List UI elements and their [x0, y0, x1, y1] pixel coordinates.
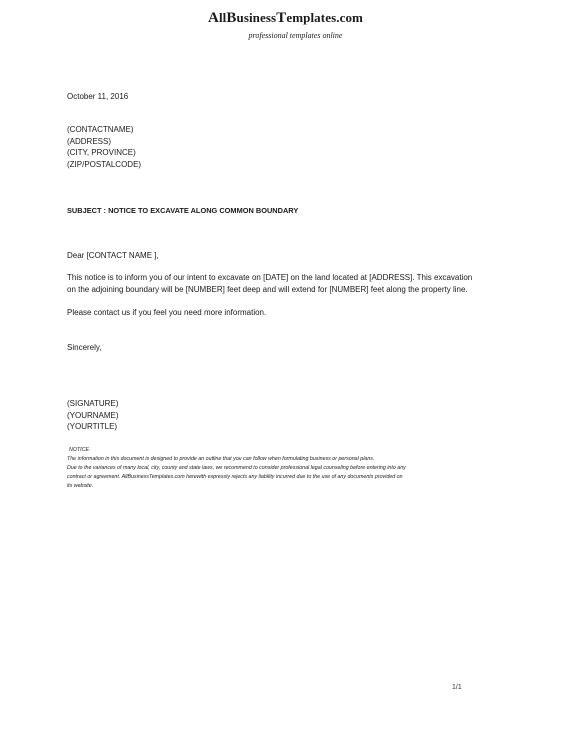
recipient-address — [67, 124, 507, 170]
notice-line: contract or agreement. AllBusinessTemplates.com herewith expressly rejects any liability incurred due to the use of any documents provided on — [67, 474, 403, 480]
brand-logo — [0, 10, 571, 27]
letter-paragraph-1 — [67, 272, 507, 295]
paragraph-line: on the adjoining boundary will be [NUMBER] feet deep and will extend for [NUMBER] feet along the property line. — [67, 284, 468, 294]
brand-tagline: professional templates online — [248, 31, 343, 40]
letter-subject: SUBJECT : NOTICE TO EXCAVATE ALONG COMMON BOUNDARY — [67, 206, 299, 215]
notice-line: The information in this document is designed to provide an outline that you can follow when formulating business or personal plans. — [67, 456, 375, 462]
letter-date: October 11, 2016 — [67, 92, 129, 101]
notice-line: its website. — [67, 483, 94, 489]
brand-seg-emplates: emplates.com — [286, 10, 363, 25]
page-number: 1/1 — [452, 684, 462, 691]
brand-letter-a: A — [208, 10, 219, 26]
paragraph-line: This notice is to inform you of our intent to excavate on [DATE] on the land located at [ADDRESS]. This excavation — [67, 273, 473, 282]
letter-paragraph-2: Please contact us if you feel you need more information. — [67, 308, 267, 317]
address-line: (ADDRESS) — [67, 136, 112, 146]
signature-line: (YOURNAME) — [67, 410, 119, 420]
address-line: (CONTACTNAME) — [67, 125, 134, 134]
signature-line: (SIGNATURE) — [67, 399, 119, 408]
signature-line: (YOURTITLE) — [67, 422, 118, 431]
notice-body — [67, 455, 505, 491]
legal-notice — [67, 446, 505, 491]
brand-letter-b: B — [226, 10, 237, 26]
signature-block — [67, 398, 507, 433]
address-line: (ZIP/POSTALCODE) — [67, 159, 142, 169]
letter-greeting: Dear [CONTACT NAME ], — [67, 251, 159, 260]
notice-line: Due to the variances of many local, city, county and state laws, we recommend to consider professional legal counseling before entering into any — [67, 465, 406, 471]
notice-title: NOTICE — [69, 447, 90, 453]
letter-closing: Sincerely, — [67, 343, 102, 352]
brand-seg-usiness: usiness — [236, 10, 277, 25]
brand-seg-ll: ll — [218, 10, 227, 25]
address-line: (CITY, PROVINCE) — [67, 148, 136, 157]
brand-letter-t: T — [276, 10, 287, 26]
